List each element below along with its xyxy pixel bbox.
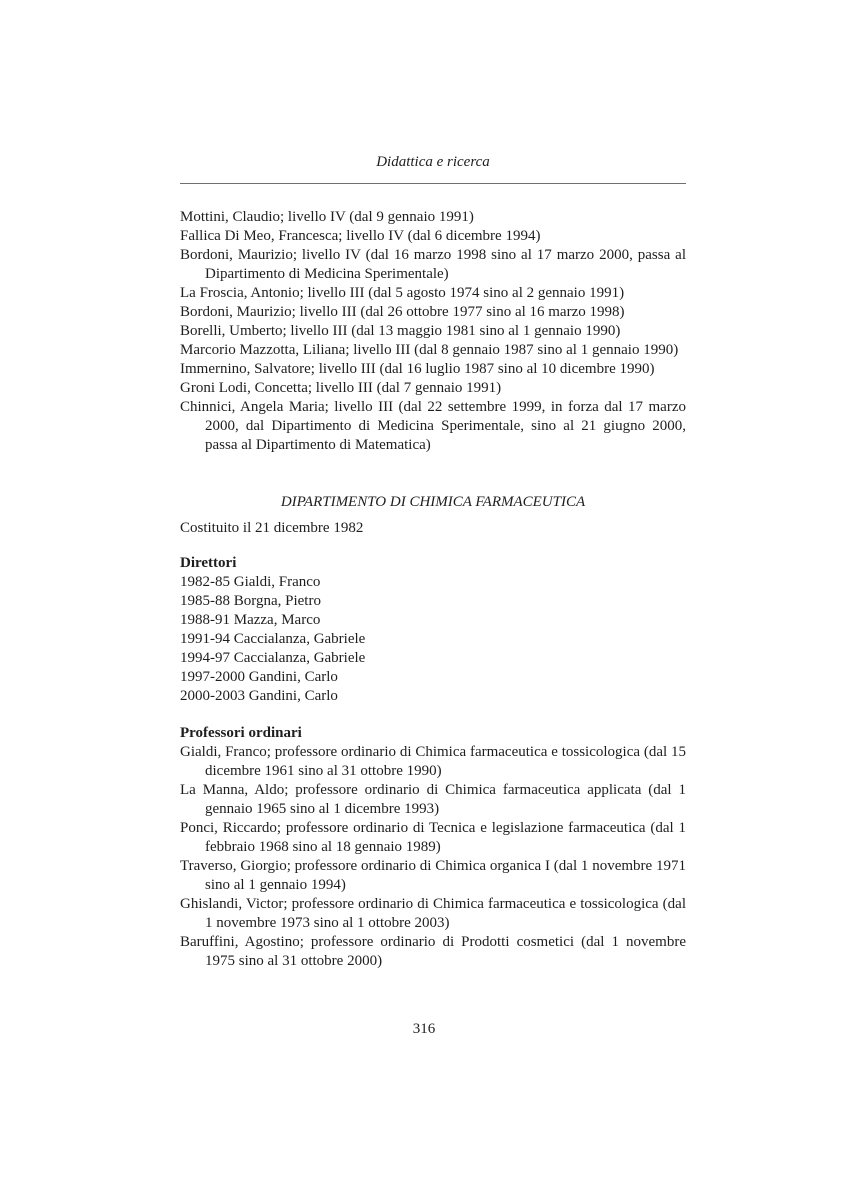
department-founded-line: Costituito il 21 dicembre 1982 xyxy=(180,520,364,536)
director-entry: 1997-2000 Gandini, Carlo xyxy=(180,669,338,685)
text-column xyxy=(180,0,686,971)
staff-entry: Chinnici, Angela Maria; livello III (dal 22 settembre 1999, in forza dal 17 marzo 2000, dal Dipartimento di Medicina Sperimentale, sino al 21 giugno 2000, passa al Dipartimento di Matematica) xyxy=(180,399,686,453)
director-entry: 1988-91 Mazza, Marco xyxy=(180,612,321,628)
staff-entry: La Froscia, Antonio; livello III (dal 5 agosto 1974 sino al 2 gennaio 1991) xyxy=(180,285,625,301)
director-entry: 2000-2003 Gandini, Carlo xyxy=(180,688,338,704)
staff-entry: Marcorio Mazzotta, Liliana; livello III (dal 8 gennaio 1987 sino al 1 gennaio 1990) xyxy=(180,342,679,358)
staff-entry: Borelli, Umberto; livello III (dal 13 maggio 1981 sino al 1 gennaio 1990) xyxy=(180,323,621,339)
staff-entry: Bordoni, Maurizio; livello IV (dal 16 marzo 1998 sino al 17 marzo 2000, passa al Dipartimento di Medicina Sperimentale) xyxy=(180,247,686,282)
directors-list xyxy=(180,573,686,706)
professor-entry: La Manna, Aldo; professore ordinario di Chimica farmaceutica applicata (dal 1 gennaio 1965 sino al 1 dicembre 1993) xyxy=(180,782,686,817)
directors-heading: Direttori xyxy=(180,555,237,571)
staff-entry: Groni Lodi, Concetta; livello III (dal 7 gennaio 1991) xyxy=(180,380,502,396)
professor-entry: Baruffini, Agostino; professore ordinario di Prodotti cosmetici (dal 1 novembre 1975 sino al 31 ottobre 2000) xyxy=(180,934,686,969)
staff-entry: Bordoni, Maurizio; livello III (dal 26 ottobre 1977 sino al 16 marzo 1998) xyxy=(180,304,625,320)
staff-entry: Immernino, Salvatore; livello III (dal 16 luglio 1987 sino al 10 dicembre 1990) xyxy=(180,361,655,377)
professor-entry: Traverso, Giorgio; professore ordinario di Chimica organica I (dal 1 novembre 1971 sino al 1 gennaio 1994) xyxy=(180,858,686,893)
director-entry: 1994-97 Caccialanza, Gabriele xyxy=(180,650,366,666)
director-entry: 1991-94 Caccialanza, Gabriele xyxy=(180,631,366,647)
staff-entry: Mottini, Claudio; livello IV (dal 9 gennaio 1991) xyxy=(180,209,474,225)
professors-heading: Professori ordinari xyxy=(180,725,302,741)
staff-entry: Fallica Di Meo, Francesca; livello IV (dal 6 dicembre 1994) xyxy=(180,228,541,244)
page-number: 316 xyxy=(412,1021,436,1037)
professor-entry: Ghislandi, Victor; professore ordinario di Chimica farmaceutica e tossicologica (dal 1 novembre 1973 sino al 1 ottobre 2003) xyxy=(180,896,686,931)
director-entry: 1985-88 Borgna, Pietro xyxy=(180,593,321,609)
professors-list xyxy=(180,743,686,971)
professor-entry: Gialdi, Franco; professore ordinario di Chimica farmaceutica e tossicologica (dal 15 dicembre 1961 sino al 31 ottobre 1990) xyxy=(180,744,686,779)
department-title: DIPARTIMENTO DI CHIMICA FARMACEUTICA xyxy=(280,494,586,510)
professor-entry: Ponci, Riccardo; professore ordinario di Tecnica e legislazione farmaceutica (dal 1 febbraio 1968 sino al 18 gennaio 1989) xyxy=(180,820,686,855)
running-header: Didattica e ricerca xyxy=(180,153,686,184)
director-entry: 1982-85 Gialdi, Franco xyxy=(180,574,321,590)
staff-entry-list xyxy=(180,208,686,455)
